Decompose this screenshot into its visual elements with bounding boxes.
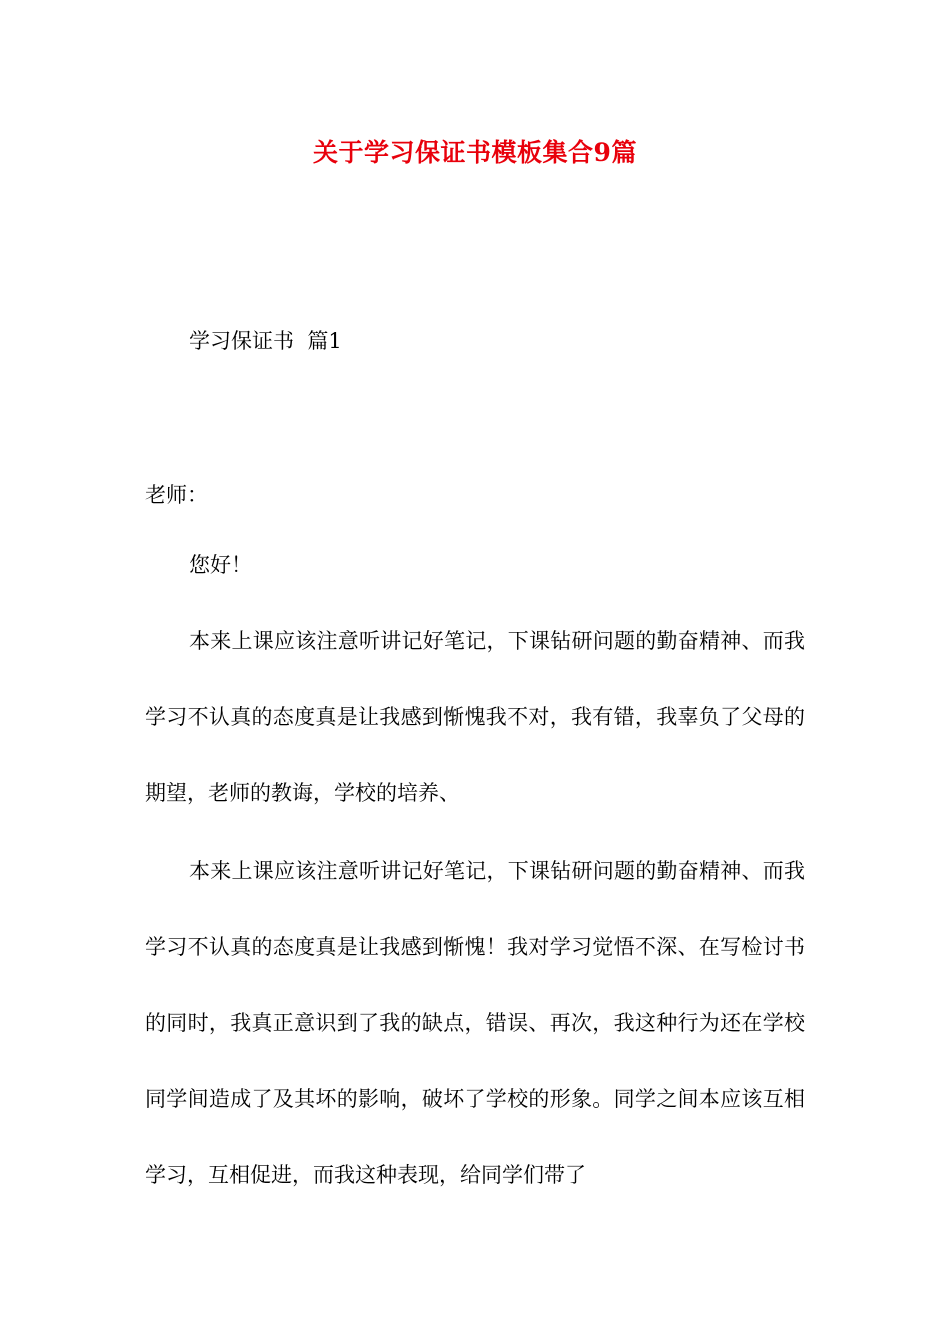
salutation: 老师： — [145, 483, 208, 507]
document-title: 关于学习保证书模板集合9篇 — [313, 138, 637, 167]
greeting: 您好！ — [189, 553, 252, 577]
paragraph-2: 本来上课应该注意听讲记好笔记，下课钻研问题的勤奋精神、而我学习不认真的态度真是让我感到惭愧！我对学习觉悟不深、在写检讨书的同时，我真正意识到了我的缺点，错误、再次，我这种行为还在学校同学间造成了及其坏的影响，破坏了学校的形象。同学之间本应该互相学习，互相促进，而我这种表现，给同学们带了 — [145, 859, 805, 1187]
paragraph-1: 本来上课应该注意听讲记好笔记，下课钻研问题的勤奋精神、而我学习不认真的态度真是让我感到惭愧我不对，我有错，我辜负了父母的期望，老师的教诲，学校的培养、 — [145, 629, 805, 805]
section-heading: 学习保证书 篇1 — [189, 329, 342, 353]
